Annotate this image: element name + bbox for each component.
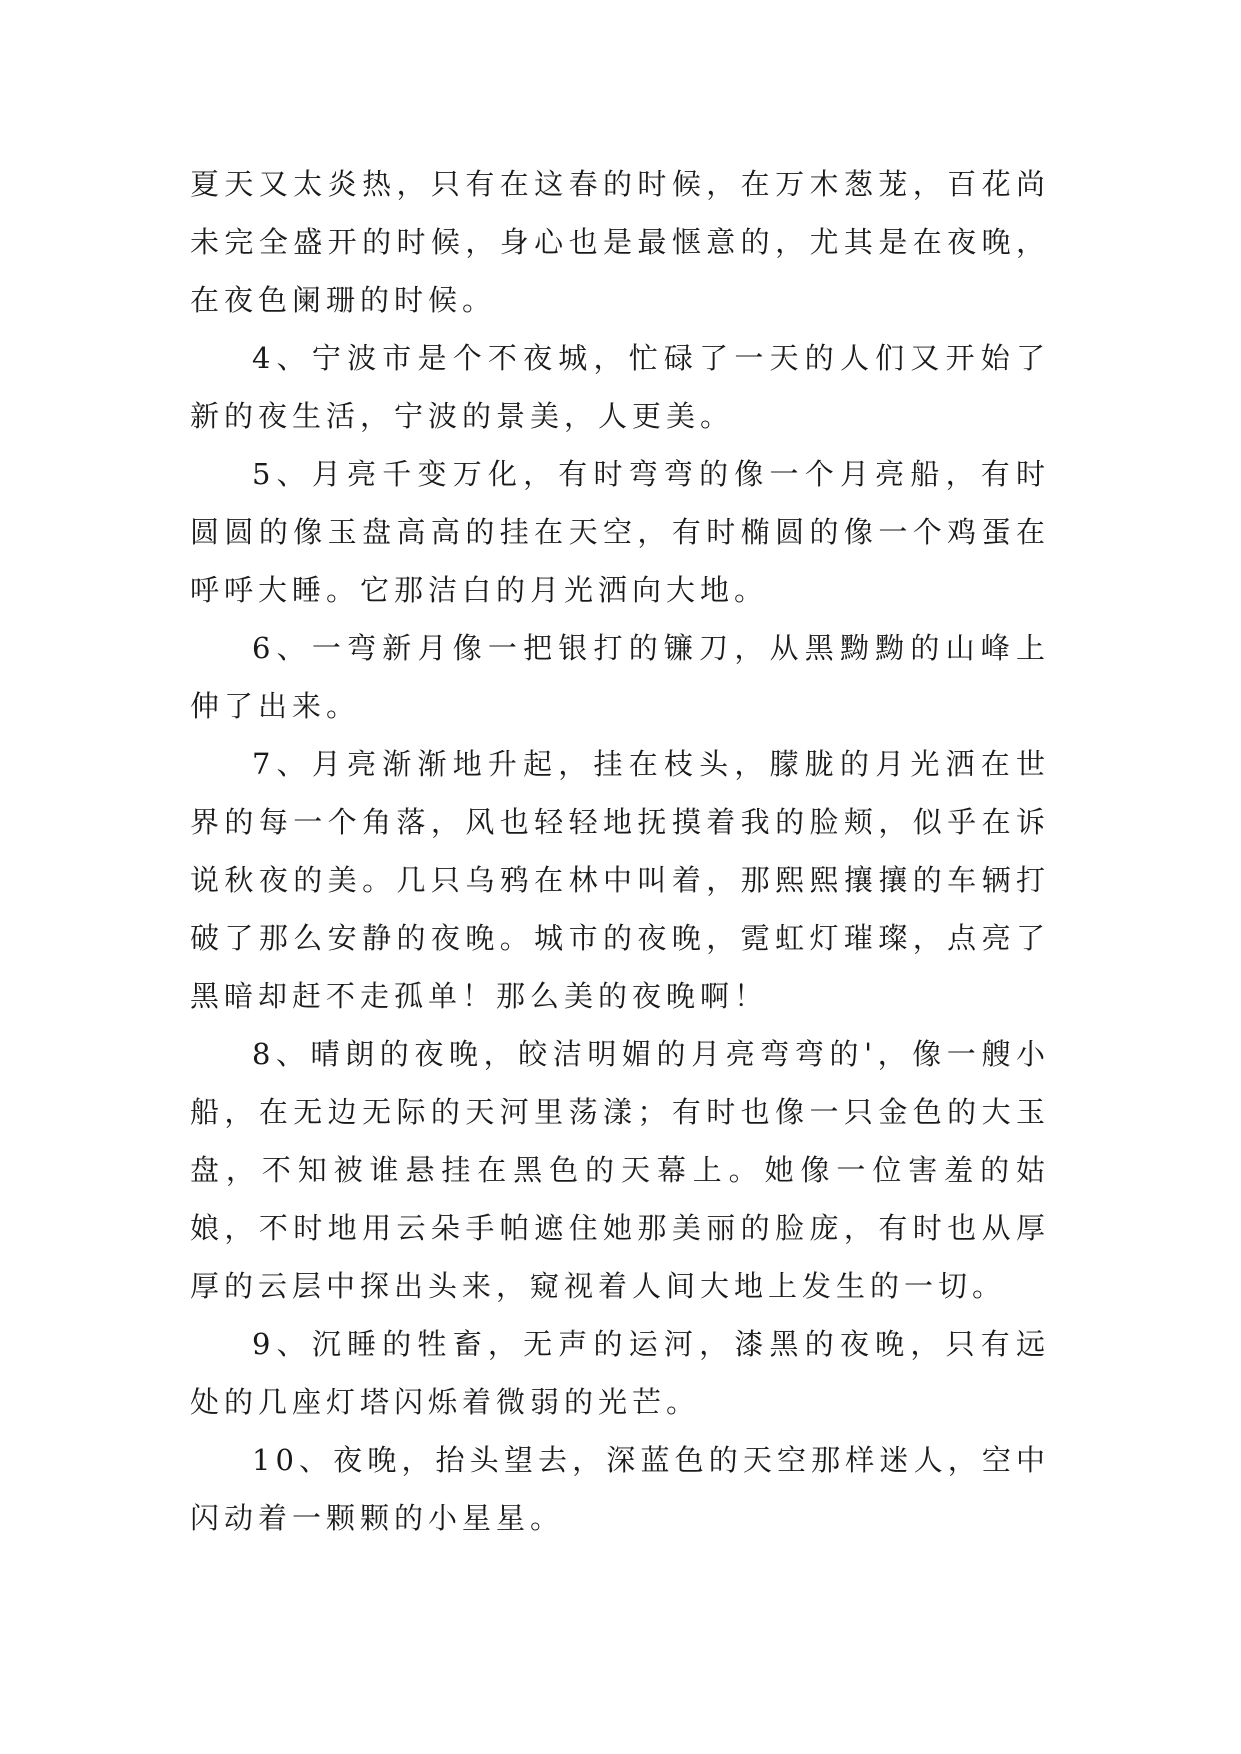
paragraph-item-7: 7、月亮渐渐地升起，挂在枝头，朦胧的月光洒在世界的每一个角落，风也轻轻地抚摸着我的脸颊，似乎在诉说秋夜的美。几只乌鸦在林中叫着，那熙熙攘攘的车辆打破了那么安静的夜晚。城市的夜晚，霓虹灯璀璨，点亮了黑暗却赶不走孤单！那么美的夜晚啊！ [190, 747, 1050, 1013]
paragraph-continuation: 夏天又太炎热，只有在这春的时候，在万木葱茏，百花尚未完全盛开的时候，身心也是最惬意的，尤其是在夜晚，在夜色阑珊的时候。 [190, 167, 1050, 317]
document-body [190, 155, 1050, 1547]
paragraph-item-10: 10、夜晚，抬头望去，深蓝色的天空那样迷人，空中闪动着一颗颗的小星星。 [190, 1443, 1050, 1535]
paragraph-item-9: 9、沉睡的牲畜，无声的运河，漆黑的夜晚，只有远处的几座灯塔闪烁着微弱的光芒。 [190, 1327, 1050, 1419]
paragraph-item-5: 5、月亮千变万化，有时弯弯的像一个月亮船，有时圆圆的像玉盘高高的挂在天空，有时椭圆的像一个鸡蛋在呼呼大睡。它那洁白的月光洒向大地。 [190, 457, 1050, 607]
paragraph-item-4: 4、宁波市是个不夜城，忙碌了一天的人们又开始了新的夜生活，宁波的景美，人更美。 [190, 341, 1050, 433]
paragraph-item-6: 6、一弯新月像一把银打的镰刀，从黑黝黝的山峰上伸了出来。 [190, 631, 1050, 723]
paragraph-item-8: 8、晴朗的夜晚，皎洁明媚的月亮弯弯的'，像一艘小船，在无边无际的天河里荡漾；有时也像一只金色的大玉盘，不知被谁悬挂在黑色的天幕上。她像一位害羞的姑娘，不时地用云朵手帕遮住她那美丽的脸庞，有时也从厚厚的云层中探出头来，窥视着人间大地上发生的一切。 [190, 1037, 1050, 1303]
